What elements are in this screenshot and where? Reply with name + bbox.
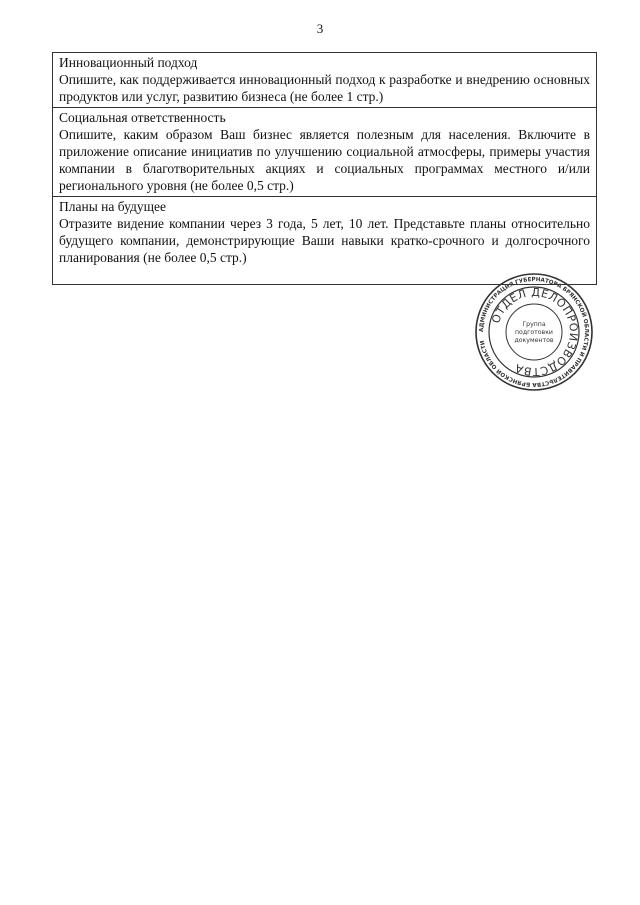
section-text: Опишите, каким образом Ваш бизнес является полезным для населения. Включите в приложение описание инициатив по улучшению социальной атмосферы, примеры участия компании в благотворительных акциях и социальных программах местного и/или регионального уровня (не более 0,5 стр.): [59, 127, 590, 193]
requirements-table: [52, 52, 597, 285]
section-title: Социальная ответственность: [59, 110, 226, 125]
page-number: 3: [316, 21, 324, 36]
section-social-responsibility: [53, 107, 596, 196]
section-title: Инновационный подход: [59, 55, 198, 70]
stamp-center-text: [514, 321, 553, 344]
section-innovation: [53, 53, 596, 107]
stamp-outer-text: АДМИНИСТРАЦИЯ ГУБЕРНАТОРА БРЯНСКОЙ ОБЛАСТИ И ПРАВИТЕЛЬСТВА БРЯНСКОЙ ОБЛАСТИ: [478, 276, 590, 388]
stamp-center-line: подготовки: [515, 329, 553, 336]
section-text: Опишите, как поддерживается инновационный подход к разработке и внедрению основных продуктов или услуг, развитию бизнеса (не более 1 стр.): [59, 72, 590, 104]
stamp-ring-text: ОТДЕЛ ДЕЛОПРОИЗВОДСТВА: [489, 285, 581, 379]
stamp-center-line: Группа: [522, 321, 546, 328]
stamp-center-line: документов: [514, 337, 554, 344]
section-future-plans: [53, 196, 596, 284]
section-title: Планы на будущее: [59, 199, 166, 214]
section-text: Отразите видение компании через 3 года, 5 лет, 10 лет. Представьте планы относительно будущего компании, демонстрирующие Ваши навыки кратко-срочного и долгосрочного планирования (не более 0,5 стр.): [59, 216, 590, 265]
department-stamp: [474, 272, 594, 392]
